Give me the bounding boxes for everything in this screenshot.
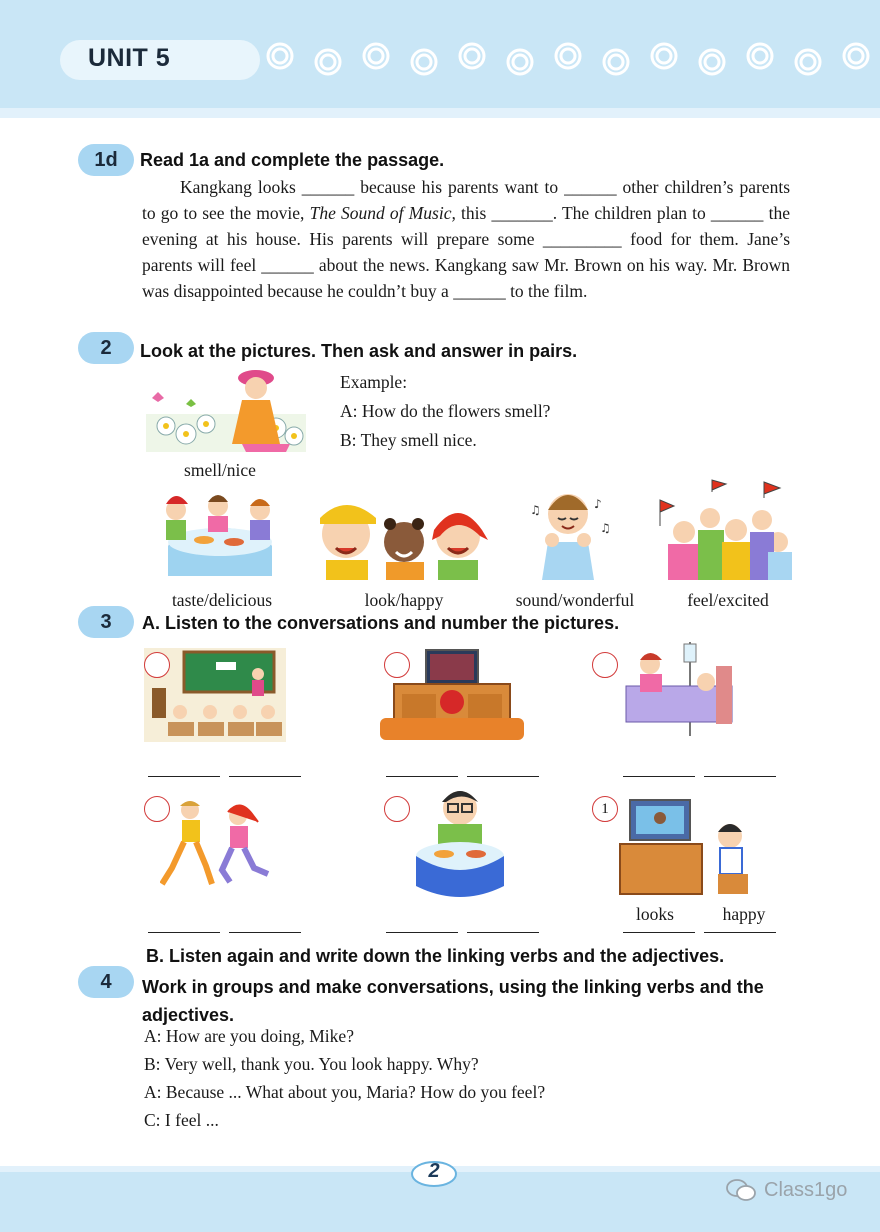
passage [142, 174, 790, 304]
answer-blank[interactable] [229, 776, 301, 777]
tv-desk-boy-illustration [618, 796, 764, 900]
section-4-heading: Work in groups and make conversations, using the linking verbs and the adjectives. [142, 977, 764, 1025]
answer-blank[interactable] [467, 776, 539, 777]
eating-boy-illustration [414, 786, 506, 904]
movie-title: The Sound of Music, [309, 203, 456, 223]
conversation-line: C: I feel ... [144, 1110, 219, 1130]
filled-word-looks: looks [636, 904, 674, 924]
example-caption: smell/nice [184, 460, 256, 480]
caption-look-happy: look/happy [364, 590, 444, 610]
decorative-rings [260, 38, 880, 78]
number-circle-5[interactable] [384, 796, 410, 822]
section-3a-heading: A. Listen to the conversations and number the pictures. [142, 613, 620, 633]
answer-blank[interactable] [148, 932, 220, 933]
section-3b-heading: B. Listen again and write down the linking verbs and the adjectives. [146, 946, 725, 966]
example-question: A: How do the flowers smell? [340, 401, 551, 421]
section-badge-2: 2 [78, 332, 134, 364]
number-circle-1[interactable] [144, 652, 170, 678]
answer-blank[interactable] [623, 776, 695, 777]
section-2-heading: Look at the pictures. Then ask and answer in pairs. [140, 341, 578, 361]
answer-blank[interactable] [386, 776, 458, 777]
happy-children-illustration [310, 490, 490, 580]
caption-sound-wonderful: sound/wonderful [515, 590, 635, 610]
answer-blank[interactable] [704, 776, 776, 777]
girl-flowers-illustration [146, 364, 306, 452]
svg-text:♫: ♫ [530, 503, 541, 517]
section-badge-4: 4 [78, 966, 134, 998]
hospital-bed-illustration [620, 640, 738, 738]
answer-blank[interactable] [229, 932, 301, 933]
svg-text:♫: ♫ [600, 521, 611, 535]
svg-text:♪: ♪ [594, 497, 602, 511]
conversation-line: A: Because ... What about you, Maria? How do you feel? [144, 1082, 546, 1102]
filled-word-happy: happy [722, 904, 766, 924]
section-1d-heading: Read 1a and complete the passage. [140, 150, 445, 170]
number-circle-3[interactable] [592, 652, 618, 678]
example-label: Example: [340, 372, 408, 392]
number-circle-6-filled: 1 [592, 796, 618, 822]
running-kids-illustration [160, 798, 272, 894]
chat-bubble-icon [726, 1178, 756, 1202]
answer-blank-filled [623, 932, 695, 933]
caption-feel-excited: feel/excited [687, 590, 769, 610]
section-badge-1d: 1d [78, 144, 134, 176]
page-number-badge [410, 1158, 458, 1188]
section-badge-3: 3 [78, 606, 134, 638]
cheering-crowd-illustration [654, 478, 794, 580]
answer-blank-filled [704, 932, 776, 933]
conversation-line: A: How are you doing, Mike? [144, 1026, 354, 1046]
number-circle-4[interactable] [144, 796, 170, 822]
unit-title: UNIT 5 [88, 44, 171, 72]
answer-blank[interactable] [386, 932, 458, 933]
answer-blank[interactable] [148, 776, 220, 777]
example-answer: B: They smell nice. [340, 430, 477, 450]
number-circle-2[interactable] [384, 652, 410, 678]
family-dinner-illustration [154, 488, 282, 580]
passage-part-2: this _______. The children plan to ______ the evening at his house. His parents will prepare some _________ food for them. Jane’s parents will feel ______ about the news. Kangkang saw Mr. Brown on his way. Mr. Brown was disappointed because he couldn’t buy a ______ to the film. [142, 203, 790, 301]
header-band-edge [0, 108, 880, 118]
watermark [726, 1178, 847, 1202]
conversation-line: B: Very well, thank you. You look happy. Why? [144, 1054, 479, 1074]
passage-part-1: Kangkang looks ______ because his parents want to ______ other children’s parents to go to see the movie, [142, 177, 790, 223]
caption-taste-delicious: taste/delicious [171, 590, 273, 610]
watermark-text: Class1go [764, 1178, 848, 1201]
answer-blank[interactable] [467, 932, 539, 933]
boy-music-illustration [528, 484, 618, 580]
page-number: 2 [428, 1160, 440, 1182]
